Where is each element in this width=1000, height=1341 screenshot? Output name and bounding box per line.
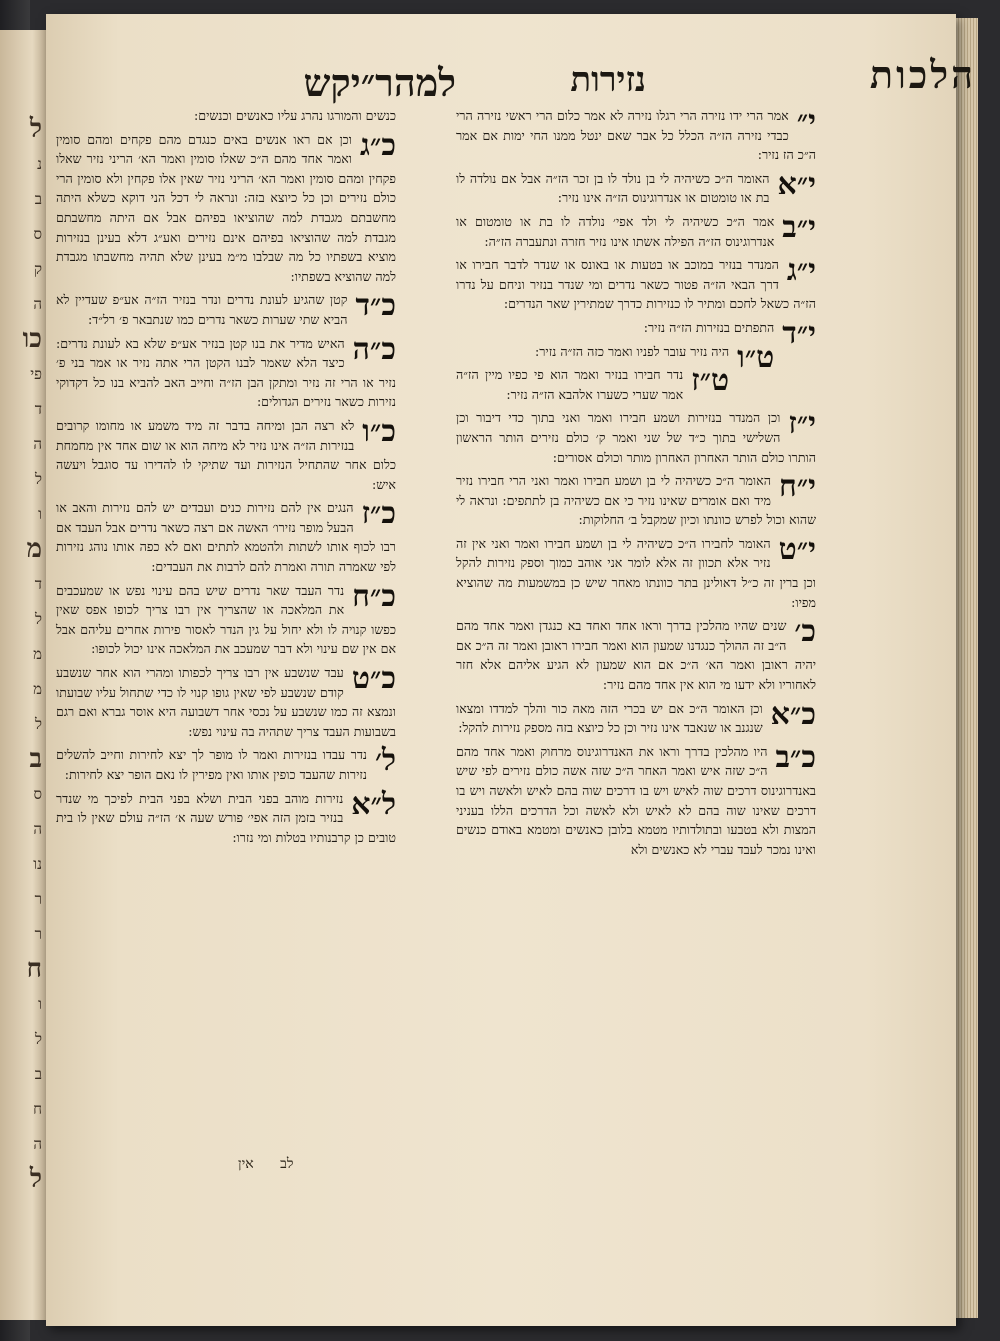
- paragraph-text: נדר העבד שאר נדרים שיש בהם עינוי נפש או שמעכבים את המלאכה או שהצריך אין רבו צריך לכופו אפס שאין כפשו קנויה לו ולא יחול על גין הנדר לאסור פירות אחרים עליהם אבל אם אין שם עינוי ולא דבר שמעכב את המלאכה אינו יכול לכופו:: [56, 582, 396, 657]
- section-marker: י״ט: [778, 531, 816, 567]
- paragraph-text: נדר עבדו בנזירות ואמר לו מופר לך יצא לחירות וחייב להשלים נזירות שהעבד כופין אותו ואין מפירין לו נאם הופר יצא לחירות:: [56, 747, 368, 782]
- previous-page-fragment: מ: [26, 534, 42, 564]
- paragraph-text: עבד שנשבע אין רבו צריך לכפותו ומהרי הוא אחר שנשבע קודם שנשבע לפי שאין גופו קנוי לו כדי שתחול עליו שבועתו ונמצא זה כמו שנשבע על נכסי אחר דשבועה היא אוסר גברא ואם רגם בשבועות העבד צריך שתהיה בה עינוי נפש:: [56, 665, 396, 739]
- previous-page-fragment: ה: [33, 820, 42, 838]
- paragraph-text: הנגים אין להם נזירות כנים ועבדים יש להם נזירות והאב או הבעל מופר נזירו׳ האשה אם רצה כשאר נדרים אבל העבד אם רבו לכוף אותו לשתות ולהטמא לתתים ואם לא כפה אותו נוהג נזירות לפי שאמרה תורה ואמרת להם לרבות את העבדים:: [56, 500, 396, 575]
- paragraph: [456, 739, 816, 860]
- paragraph-text: המנדר בנזיר במוכב או בטעות או באונס או שנדר לדבר חבירו או דרך הבאי הז״ה פטור כשאר נדרים ומי שנדר בנזיר וניחם על נדרו הז״ה כשאל לחכם ומתיר לו כנזירות כדרך שמתירין שאר הנדרים:: [456, 257, 816, 312]
- section-marker: י״: [796, 104, 816, 139]
- paragraph: [56, 331, 396, 412]
- section-marker: כ״ג: [360, 127, 396, 163]
- section-marker: כ״ו: [362, 413, 396, 449]
- previous-page-fragment: ח: [26, 954, 42, 984]
- paragraph: [56, 413, 396, 494]
- paragraph-text: קטן שהגיע לעונת נדרים ונדר בנזיר הז״ה אע״פ שעדיין לא הביא שתי שערות כשאר נדרים כמו שנתבאר פ׳ רל״ד:: [56, 292, 348, 327]
- section-marker: י״ד: [782, 315, 816, 351]
- previous-page-fragment: ל: [34, 610, 42, 628]
- header-title-author: למהר״יקש: [303, 60, 456, 105]
- paragraph: [456, 471, 816, 530]
- section-marker: כ״ה: [352, 331, 396, 367]
- previous-page-fragment: ב: [29, 744, 42, 774]
- header-title-halachot: הלכות: [869, 52, 976, 97]
- paragraph-text: לא רצה הבן ומיחה בדבר זה מיד משמע או מחומו קרובים בנזירות הז״ה אינו נזיר לא מיחה הוא או שום אחד אין מחמחת כלום אחר שהתחיל הנזירות ועד שתיקי לו להדירו עד סוגבל ויעשה איש:: [56, 417, 396, 492]
- paragraph-text: האומר ה״כ כשיהיה לי בן ושמע חבירו ואמר ואני הרי חבירו נזיר מיד ואם אומרים שאינו נזיר כי אם כשיהיה בן לתתפים: ונראה לי שהוא וכול לפרש כוונתו וכיון שמקבל ב׳ החלוקות:: [456, 473, 816, 528]
- left-text-column: [56, 106, 396, 851]
- previous-page-fragment: מ: [33, 680, 42, 698]
- previous-page-fragment: ב: [34, 1065, 42, 1083]
- paragraph-text: האומר לחבירו ה״כ כשיהיה לי בן ושמע חבירו ואמר ואני אין זה נזיר אלא תכוון זה אלא לומר אני אוהב כמוך וספק נזירות להקל וכן ברין זה כ״ל דאולינן בתר כוונתו מאחר שיש כן במשמעות מה שהוציא מפיו:: [456, 535, 816, 610]
- section-marker: כ״ט: [351, 661, 396, 697]
- previous-page-fragment: ל: [29, 1164, 42, 1194]
- paragraph: [456, 531, 816, 612]
- section-marker: כ׳: [794, 614, 816, 650]
- previous-page-fragment: ל: [34, 470, 42, 488]
- previous-page-fragment: כו: [22, 324, 42, 354]
- paragraph-text: היו מהלכין בדרך וראו את האנדרוגינוס מרחוק ואמר אחד מהם ה״כ שזה איש ואמר האחר ה״כ שזה אשה כולם נזירים לפי שיש באנדרוגינוס דרכים שוה לאיש ויש בו דרכים שוה בהם לאיש ולאשה ויש בו דרכים שאינו שוה בהם לא לאיש ולא לאשה וכל הדרכים הללו בעניני המצות ולא בטבעו ובתולדותיו מטמא בלובן כאנשים ומטמא באודם כנשים ואינו נמכר לעבד עברי לא כאנשים ולא: [456, 743, 816, 857]
- section-marker: י״א: [777, 166, 816, 202]
- previous-page-fragment: ל: [34, 1030, 42, 1048]
- previous-page-fragment: מ: [33, 645, 42, 663]
- paragraph-text: האיש מדיר את בנו קטן בנזיר אע״פ שלא בא לעונת נדרים: כיצד הלא שאמר לבנו הקטן הרי אתה נזיר או אמר בני פ׳ נזיר או הרי זה נזיר ומתקן הבן הז״ה וחייב האב להביא בנו כל דקדוקי נזירות כשאר נזירים הגדולים:: [56, 335, 396, 410]
- paragraph-text: התפתים בנזירות הז״ה נזיר:: [643, 319, 775, 335]
- section-marker: י״ז: [788, 406, 816, 442]
- paragraph: [56, 498, 396, 576]
- paragraph-text: האומר ה״כ כשיהיה לי בן נולד לו בן זכר הז״ה אבל אם נולדה לו בת או טומטום או אנדרוגינוס הז״ה אינו נזיר:: [456, 170, 770, 206]
- previous-page-fragment: ס: [33, 785, 42, 803]
- previous-page-fragment: פי: [30, 365, 42, 383]
- paragraph: [56, 663, 396, 741]
- paragraph: [56, 290, 396, 329]
- paragraph-text: אמר ה״כ כשיהיה לי ולד אפי׳ נולדה לו בת או טומטום או אנדרוגינוס הז״ה הפילה אשתו אינו נזיר חזרה ונתעברה הז״ה:: [456, 213, 775, 249]
- paragraph-text: שנים שהיו מהלכין בדרך וראו אחד ואחד בא כנגדן ואמר אחד מהם ה״ב זה ההולך כנגדנו שמעון הוא ואמר חבירו ראובן ואמר זה ה״כ אם יהיה ראובן ואמר הא׳ ה״כ אם הוא שמעון לא הגיע אליהם אלא חזר לאחוריו ולא ידעו מי הוא אין אחד מהם נזיר:: [456, 618, 816, 693]
- section-marker: כ״ח: [352, 578, 396, 614]
- book-page: [46, 14, 976, 1326]
- previous-page-fragment: ס: [33, 225, 42, 243]
- paragraph-text: וכן המנדר בנזירות ושמע חבירו ואמר ואני בתוך כדי דיבור וכן השלישי בתוך כ״ד של שני ואמר ק׳ כולם נזירים הותר הראשון הותרו כולם הותר האחרון האחרון מותר וכולם אסורים:: [456, 410, 816, 465]
- previous-page-fragment: ו: [38, 995, 42, 1013]
- paragraph-text: וכן האומר ה״כ אם יש בכרי הזה מאה כור והלך למדדו ומצאו שנגנב או שנאבד אינו נזיר וכן כל כיוצא בזה מספק נזירות להקל:: [456, 700, 763, 736]
- previous-page-fragment: ל: [29, 114, 42, 144]
- paragraph-text: נזירות מוהב בפני הבית ושלא בפני הבית לפיכך מי שנדר בנזיר בזמן הזה אפי׳ פורש שעה א׳ הז״ה עולם שאין לו בית טובים כן קרבנותיו בטלות ומי נזרו:: [56, 790, 396, 845]
- paragraph: [456, 106, 816, 165]
- right-text-column: [456, 106, 816, 863]
- section-marker: ל׳: [375, 743, 396, 779]
- paragraph: [56, 127, 396, 287]
- previous-page-fragment: ק: [33, 260, 42, 278]
- section-marker: כ״ז: [361, 496, 396, 532]
- paragraph-text: וכן אם ראו אנשים באים כנגדם מהם פקחים ומהם סומין ואמר אחד מהם ה״כ שאלו סומין ואמר הא׳ הריני נזיר שאלו פקחין ומהם סומין ואמר הא׳ הריני נזיר שאין אלו פקחין ולא סומין הרי כולם נזירים וכן כל כיוצא בזה: ונראה לי דכל הני דוקא כשלא היתה מחשבתם מגבדת למה שהוציאו בפיהם אבל אם היתה מחשבתם מגבדת למה שהוציאו בפיהם אינם נזירים ואע״ג דלא בעינן בנזירות מוציא בשפתיו כל מה שבלבו מ״מ בעינן שלא תהיה מחשבתו מגבדת למה שהוציא בשפתיו:: [56, 131, 396, 284]
- paragraph-text: היה נזיר עובר לפניו ואמר כזה הז״ה נזיר:: [535, 343, 730, 359]
- previous-page-fragment: ב: [34, 190, 42, 208]
- header-title-nezirut: נזירות: [570, 60, 646, 100]
- previous-page-fragment: ר: [34, 925, 42, 943]
- previous-page-fragment: ד: [34, 400, 42, 418]
- catchword-2: אין: [238, 1156, 254, 1172]
- section-marker: כ״ב: [775, 739, 816, 775]
- paragraph: [56, 106, 396, 126]
- paragraph: [456, 339, 816, 375]
- paragraph: [456, 209, 816, 251]
- section-marker: ט״ו: [737, 339, 775, 375]
- section-marker: כ״ד: [355, 288, 396, 324]
- catchword-1: לב: [280, 1156, 294, 1172]
- section-marker: י״ג: [786, 253, 816, 289]
- section-marker: ט״ז: [691, 363, 730, 399]
- previous-page-fragment: ה: [33, 435, 42, 453]
- paragraph: [456, 255, 816, 314]
- previous-page-fragment: ה: [33, 295, 42, 313]
- paragraph: [456, 166, 816, 208]
- paragraph: [456, 408, 816, 467]
- paragraph: [56, 786, 396, 848]
- previous-page-fragment: ח: [33, 1100, 42, 1118]
- paragraph: [456, 616, 816, 694]
- previous-page-fragment: ו: [38, 505, 42, 523]
- section-marker: י״ב: [782, 209, 816, 245]
- section-marker: כ״א: [770, 696, 816, 732]
- paragraph-text: אמר הרי ידו נזירה הרי רגלו נזירה לא אמר כלום הרי ראשי נזירה הרי כבדי נזירה הז״ה הכלל כל אבר שאם ינטל ממנו החי ימות אם אמר ה״כ הז נזיר:: [456, 108, 816, 163]
- previous-page-fragment: ר: [34, 890, 42, 908]
- previous-page-edge: [0, 30, 48, 1320]
- previous-page-fragment: ה: [33, 1135, 42, 1153]
- catchwords: [216, 1156, 293, 1173]
- previous-page-fragment: ד: [34, 575, 42, 593]
- previous-page-fragment: ל: [34, 715, 42, 733]
- section-marker: ל״א: [351, 786, 396, 822]
- paragraph: [56, 578, 396, 659]
- section-marker: י״ח: [778, 469, 816, 505]
- paragraph-text: נדר חבירו בנזיר ואמר הוא פי כפיו מיין הז״ה אמר שערי כשערו אלהבא הז״ה נזיר:: [456, 367, 684, 402]
- paragraph-text: כנשים והמורגו נהרג עליו כאנשים וכנשים:: [194, 108, 396, 123]
- previous-page-fragment: נ: [37, 155, 42, 173]
- paragraph: [456, 696, 816, 738]
- page-stack-edge: [956, 18, 978, 1318]
- paragraph: [56, 745, 396, 784]
- previous-page-fragment: נו: [33, 855, 42, 873]
